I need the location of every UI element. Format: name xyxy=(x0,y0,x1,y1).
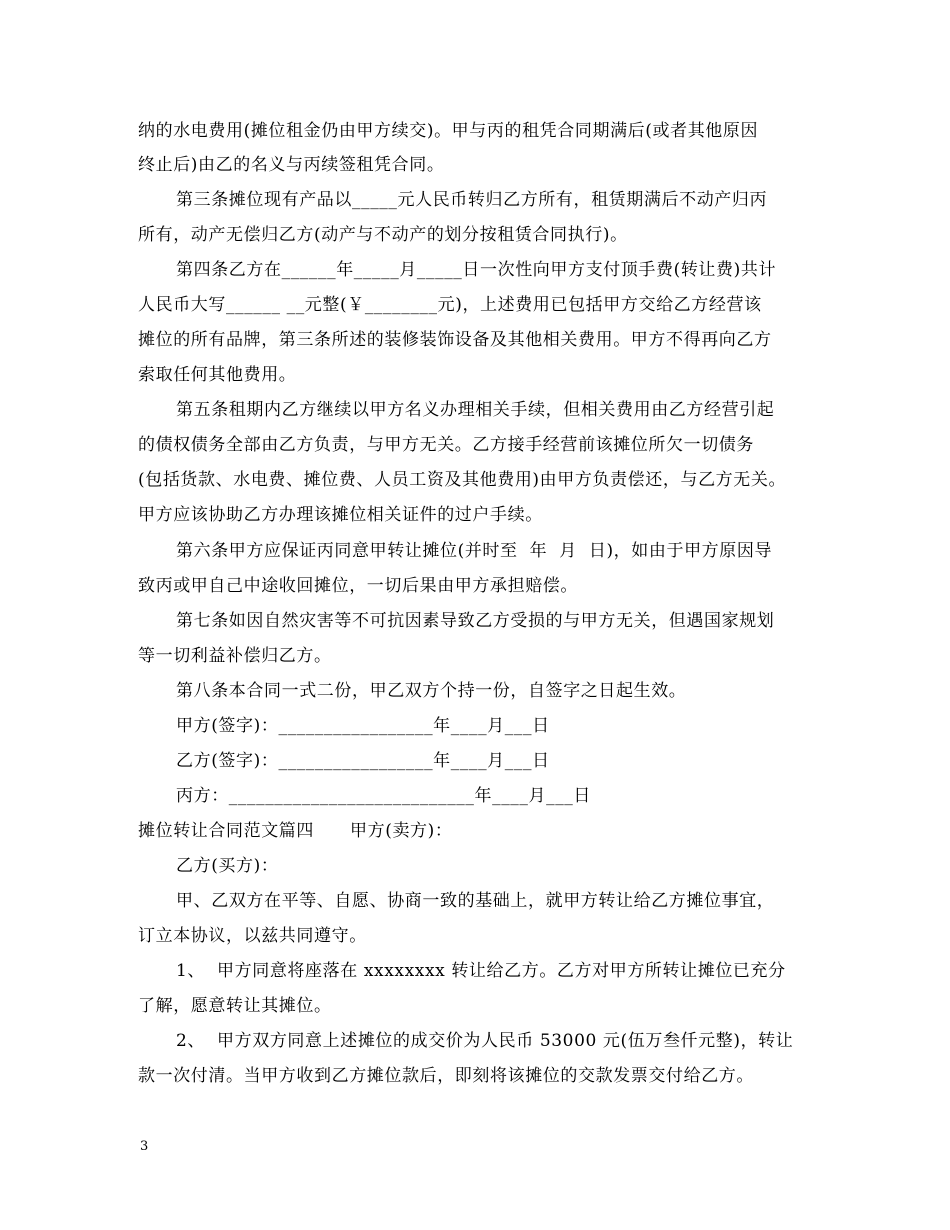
paragraph-line: 1、 甲方同意将座落在 xxxxxxxx 转让给乙方。乙方对甲方所转让摊位已充分 xyxy=(176,961,786,981)
paragraph-line: 款一次付清。当甲方收到乙方摊位款后，即刻将该摊位的交款发票交付给乙方。 xyxy=(138,1066,754,1086)
paragraph-line: 甲、乙双方在平等、自愿、协商一致的基础上，就甲方转让给乙方摊位事宜， xyxy=(176,891,775,911)
paragraph-line: 等一切利益补偿归乙方。 xyxy=(138,646,332,666)
signature-line-party-b: 乙方(签字)：_________________年____月___日 xyxy=(176,751,550,771)
signature-line-party-c: 丙方：___________________________年____月___日 xyxy=(176,786,591,806)
paragraph-line: 了解，愿意转让其摊位。 xyxy=(138,996,332,1016)
paragraph-line: 的债权债务全部由乙方负责，与甲方无关。乙方接手经营前该摊位所欠一切债务 xyxy=(138,435,754,455)
paragraph-line: 第七条如因自然灾害等不可抗因素导致乙方受损的与甲方无关，但遇国家规划 xyxy=(176,611,775,631)
signature-line-party-a: 甲方(签字)：_________________年____月___日 xyxy=(176,716,550,736)
section-heading: 摊位转让合同范文篇四 甲方(卖方)： xyxy=(138,821,453,841)
paragraph-line: 第五条租期内乙方继续以甲方名义办理相关手续，但相关费用由乙方经营引起 xyxy=(176,400,775,420)
paragraph-line: 第三条摊位现有产品以_____元人民币转归乙方所有，租赁期满后不动产归丙 xyxy=(176,190,768,210)
paragraph-line: 索取任何其他费用。 xyxy=(138,365,297,385)
page-number: 3 xyxy=(140,1139,149,1154)
paragraph-line: 第八条本合同一式二份，甲乙双方个持一份，自签字之日起生效。 xyxy=(176,681,687,701)
paragraph-line: 第六条甲方应保证丙同意甲转让摊位(并时至 年 月 日)，如由于甲方原因导 xyxy=(176,541,773,561)
paragraph-line: 纳的水电费用(摊位租金仍由甲方续交)。甲与丙的租凭合同期满后(或者其他原因 xyxy=(138,121,759,141)
paragraph-line: 2、 甲方双方同意上述摊位的成交价为人民币 53000 元(伍万叁仟元整)，转让 xyxy=(176,1031,794,1051)
paragraph-line: (包括货款、水电费、摊位费、人员工资及其他费用)由甲方负责偿还，与乙方无关。 xyxy=(138,470,787,490)
paragraph-line: 终止后)由乙的名义与丙续签租凭合同。 xyxy=(138,155,445,175)
paragraph-line: 订立本协议，以兹共同遵守。 xyxy=(138,926,367,946)
paragraph-line: 人民币大写______ __元整(￥________元)，上述费用已包括甲方交给乙方经营该 xyxy=(138,295,762,315)
paragraph-line: 所有，动产无偿归乙方(动产与不动产的划分按租赁合同执行)。 xyxy=(138,225,628,245)
paragraph-line: 第四条乙方在______年_____月_____日一次性向甲方支付顶手费(转让费)共计 xyxy=(176,260,777,280)
paragraph-line: 乙方(买方)： xyxy=(176,856,279,876)
paragraph-line: 致丙或甲自己中途收回摊位，一切后果由甲方承担赔偿。 xyxy=(138,576,578,596)
paragraph-line: 甲方应该协助乙方办理该摊位相关证件的过户手续。 xyxy=(138,505,543,525)
paragraph-line: 摊位的所有品牌，第三条所述的装修装饰设备及其他相关费用。甲方不得再向乙方 xyxy=(138,330,772,350)
